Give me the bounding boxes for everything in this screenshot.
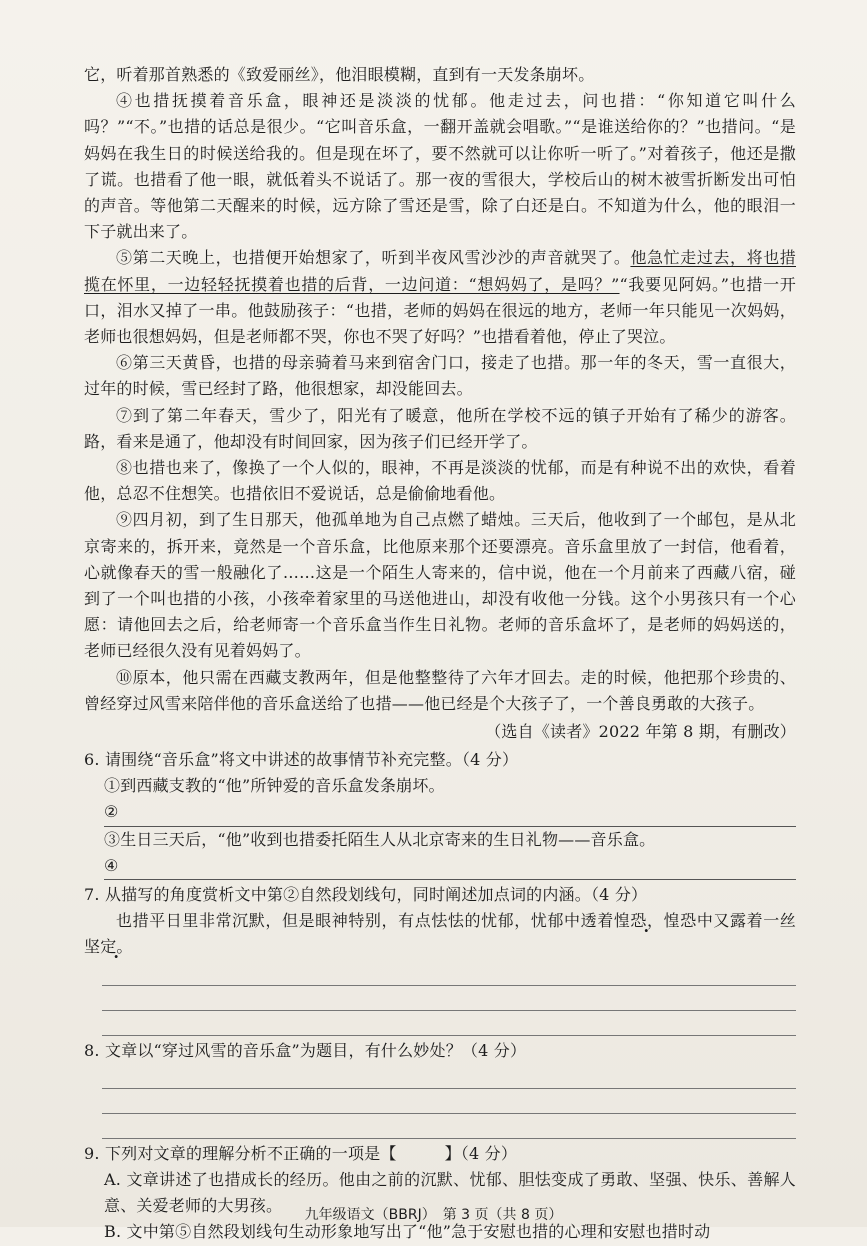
- q7-text-3: 。: [116, 937, 133, 957]
- dotted-word-2: 坚定: [84, 937, 117, 957]
- q7-text-2: ，惶恐中又露着一丝: [647, 911, 796, 931]
- q8-answer-line-3[interactable]: [102, 1114, 796, 1139]
- story-paragraph-6: ⑥第三天黄昏，也措的母亲骑着马来到宿舍门口，接走了也措。那一年的冬天，雪一直很大，过年的时候，雪已经封了路，他很想家，却没能回去。: [84, 353, 796, 399]
- q8-answer-line-1[interactable]: [102, 1064, 796, 1089]
- question-8: 8. 文章以“穿过风雪的音乐盒”为题目，有什么妙处？（4 分）: [84, 1040, 527, 1060]
- q9-points: 】（4 分）: [444, 1143, 518, 1163]
- story-paragraph-4: ④也措抚摸着音乐盒，眼神还是淡淡的忧郁。他走过去，问也措：“你知道它叫什么吗？”“不。”也措的话总是很少。“它叫音乐盒，一翻开盖就会唱歌。”“是谁送给你的？”也措问。“是妈妈在我生日的时候送给我的。但是现在坏了，要不然就可以让你听一听了。”对着孩子，他还是撒了谎。也措看了他一眼，就低着头不说话了。那一夜的雪很大，学校后山的树木被雪折断发出可怕的声音。等他第二天醒来的时候，远方除了雪还是雪，除了白还是白。不知道为什么，他的眼泪一下子就出来了。: [84, 91, 796, 242]
- q7-answer-line-1[interactable]: [102, 961, 796, 986]
- story-paragraph-7: ⑦到了第二年春天，雪少了，阳光有了暖意，他所在学校不远的镇子开始有了稀少的游客。路，看来是通了，他却没有时间回家，因为孩子们已经开学了。: [84, 405, 796, 451]
- q7-text: 也措平日里非常沉默，但是眼神特别，有点怯怯的忧郁，忧郁中透着: [116, 911, 614, 931]
- q9-text: 9. 下列对文章的理解分析不正确的一项是【: [84, 1143, 397, 1163]
- story-paragraph-10: ⑩原本，他只需在西藏支教两年，但是他整整待了六年才回去。走的时候，他把那个珍贵的、曾经穿过风雪来陪伴他的音乐盒送给了也措——他已经是个大孩子了，一个善良勇敢的大孩子。: [84, 667, 796, 713]
- q6-answer-line-4[interactable]: [104, 853, 796, 880]
- q7-answer-line-3[interactable]: [102, 1011, 796, 1036]
- q8-answer-line-2[interactable]: [102, 1089, 796, 1114]
- p5-text-rest: “我要见阿妈。”也措一开口，泪水又掉了一串。他鼓励孩子：“也措，老师的妈妈在很远的地方，老师一年只能见一次妈妈，老师也很想妈妈，但是老师都不哭，你也不哭了好吗？”也措看着他，停止了哭泣。: [84, 274, 796, 347]
- underlined-sentence: 他急忙走过去，将也措揽在怀里，一边轻轻抚摸着也措的后背，一边问道：“想妈妈了，是吗？”: [84, 248, 796, 294]
- question-7: 7. 从描写的角度赏析文中第②自然段划线句，同时阐述加点词的内涵。（4 分）: [84, 884, 648, 904]
- q9-option-a: A. 文章讲述了也措成长的经历。他由之前的沉默、忧郁、胆怯变成了勇敢、坚强、快乐、善解人意、关爱老师的大男孩。: [104, 1169, 796, 1216]
- page-content: [84, 62, 796, 1246]
- story-paragraph-3-end: 它，听着那首熟悉的《致爱丽丝》，他泪眼模糊，直到有一天发条崩坏。: [84, 65, 595, 84]
- page-footer: 九年级语文（BBRJ） 第 3 页（共 8 页）: [304, 1207, 563, 1223]
- story-paragraph-8: ⑧也措也来了，像换了一个人似的，眼神，不再是淡淡的忧郁，而是有种说不出的欢快，看着他，总忍不住想笑。也措依旧不爱说话，总是偷偷地看他。: [84, 458, 796, 504]
- q7-answer-line-2[interactable]: [102, 986, 796, 1011]
- q6-item-2-label: ②: [104, 802, 119, 822]
- question-6: 6. 请围绕“音乐盒”将文中讲述的故事情节补充完整。（4 分）: [84, 750, 519, 770]
- q6-item-3: ③生日三天后，“他”收到也措委托陌生人从北京寄来的生日礼物——音乐盒。: [104, 829, 656, 849]
- q7-quoted-sentence: [84, 908, 796, 960]
- q6-answer-line-2[interactable]: [104, 800, 796, 827]
- question-9: [84, 1141, 796, 1167]
- story-paragraph-5: [84, 245, 796, 350]
- dotted-word-1: 惶恐: [613, 911, 648, 931]
- q6-item-4-label: ④: [104, 855, 119, 875]
- story-paragraph-9: ⑨四月初，到了生日那天，他孤单地为自己点燃了蜡烛。三天后，他收到了一个邮包，是从北京寄来的，拆开来，竟然是一个音乐盒，比他原来那个还要漂亮。音乐盒里放了一封信，他看着，心就像春天的雪一般融化了……这是一个陌生人寄来的，信中说，他在一个月前来了西藏八宿，碰到了一个叫也措的小孩，小孩牵着家里的马送他进山，却没有收他一分钱。这个小男孩只有一个心愿：请他回去之后，给老师寄一个音乐盒当作生日礼物。老师的音乐盒坏了，是老师的妈妈送的，老师已经很久没有见着妈妈了。: [84, 510, 796, 661]
- p5-text: ⑤第二天晚上，也措便开始想家了，听到半夜风雪沙沙的声音就哭了。: [116, 248, 631, 268]
- q6-item-1: ①到西藏支教的“他”所钟爱的音乐盒发条崩坏。: [104, 776, 445, 796]
- q9-option-b: B. 文中第⑤自然段划线句生动形象地写出了“他”急于安慰也措的心理和安慰也措时动: [104, 1222, 711, 1242]
- source-citation: （选自《读者》2022 年第 8 期，有删改）: [485, 722, 796, 742]
